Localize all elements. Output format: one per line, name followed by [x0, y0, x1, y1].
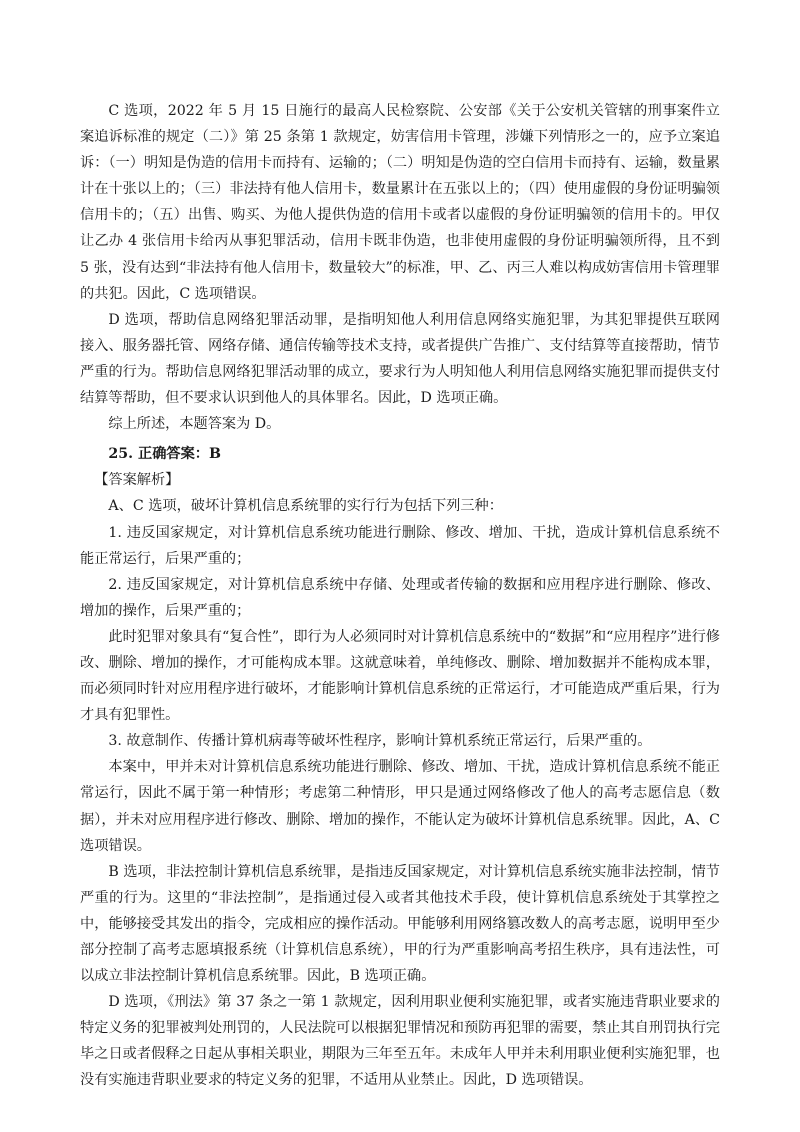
paragraph-summary: 综上所述，本题答案为 D。 [108, 416, 281, 433]
document-body [80, 98, 720, 1094]
paragraph-option-ac: A、C 选项，破坏计算机信息系统罪的实行行为包括下列三种： [108, 498, 503, 515]
analysis-label: 【答案解析】 [94, 472, 180, 489]
list-item-1: 1. 违反国家规定，对计算机信息系统功能进行删除、修改、增加、干扰，造成计算机信息系统不能正常运行，后果严重的； [80, 524, 720, 567]
paragraph-option-d: D 选项，帮助信息网络犯罪活动罪，是指明知他人利用信息网络实施犯罪，为其犯罪提供互联网接入、服务器托管、网络存储、通信传输等技术支持，或者提供广告推广、支付结算等直接帮助，情节严重的行为。帮助信息网络犯罪活动罪的成立，要求行为人明知他人利用信息网络实施犯罪而提供支付结算等帮助，但不要求认识到他人的具体罪名。因此，D 选项正确。 [80, 311, 720, 407]
answer-heading: 25. 正确答案：B [108, 446, 221, 463]
list-item-2: 2. 违反国家规定，对计算机信息系统中存储、处理或者传输的数据和应用程序进行删除、修改、增加的操作，后果严重的； [80, 576, 720, 619]
paragraph-option-b: B 选项，非法控制计算机信息系统罪，是指违反国家规定，对计算机信息系统实施非法控制，情节严重的行为。这里的“非法控制”，是指通过侵入或者其他技术手段，使计算机信息系统处于其掌控之中，能够接受其发出的指令，完成相应的操作活动。甲能够利用网络篡改数人的高考志愿，说明甲至少部分控制了高考志愿填报系统（计算机信息系统），甲的行为严重影响高考招生秩序，具有违法性，可以成立非法控制计算机信息系统罪。因此，B 选项正确。 [80, 863, 720, 985]
paragraph-option-c: C 选项，2022 年 5 月 15 日施行的最高人民检察院、公安部《关于公安机关管辖的刑事案件立案追诉标准的规定（二）》第 25 条第 1 款规定，妨害信用卡管理，涉嫌下列情形之一的，应予立案追诉：（一）明知是伪造的信用卡而持有、运输的；（二）明知是伪造的空白信用卡而持有、运输，数量累计在十张以上的；（三）非法持有他人信用卡，数量累计在五张以上的；（四）使用虚假的身份证明骗领信用卡的；（五）出售、购买、为他人提供伪造的信用卡或者以虚假的身份证明骗领的信用卡的。甲仅让乙办 4 张信用卡给丙从事犯罪活动，信用卡既非伪造，也非使用虚假的身份证明骗领所得，且不到 5 张，没有达到“非法持有他人信用卡，数量较大”的标准，甲、乙、丙三人难以构成妨害信用卡管理罪的共犯。因此，C 选项错误。 [80, 103, 720, 302]
paragraph-option-d-second: D 选项，《刑法》第 37 条之一第 1 款规定，因利用职业便利实施犯罪，或者实施违背职业要求的特定义务的犯罪被判处刑罚的，人民法院可以根据犯罪情况和预防再犯罪的需要，禁止其自刑罚执行完毕之日或者假释之日起从事相关职业，期限为三年至五年。未成年人甲并未利用职业便利实施犯罪，也没有实施违背职业要求的特定义务的犯罪，不适用从业禁止。因此，D 选项错误。 [80, 994, 720, 1089]
paragraph-object-composite: 此时犯罪对象具有“复合性”，即行为人必须同时对计算机信息系统中的“数据”和“应用程序”进行修改、删除、增加的操作，才可能构成本罪。这就意味着，单纯修改、删除、增加数据并不能构成本罪，而必须同时针对应用程序进行破坏，才能影响计算机信息系统的正常运行，才可能造成严重后果，行为才具有犯罪性。 [80, 628, 720, 724]
list-item-3: 3. 故意制作、传播计算机病毒等破坏性程序，影响计算机系统正常运行，后果严重的。 [108, 733, 652, 750]
paragraph-case-analysis: 本案中，甲并未对计算机信息系统功能进行删除、修改、增加、干扰，造成计算机信息系统不能正常运行，因此不属于第一种情形；考虑第二种情形，甲只是通过网络修改了他人的高考志愿信息（数据），并未对应用程序进行修改、删除、增加的操作，不能认定为破坏计算机信息系统罪。因此，A、C 选项错误。 [80, 759, 720, 854]
